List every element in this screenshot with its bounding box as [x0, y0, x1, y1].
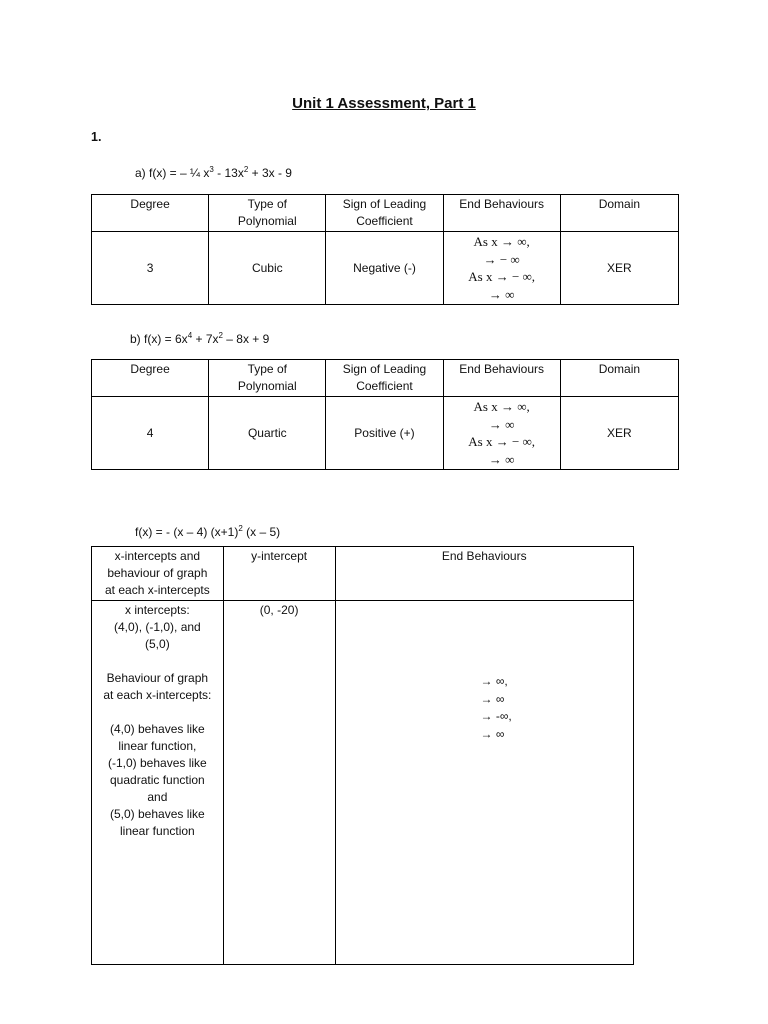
cell-sign: Positive (+) [326, 397, 443, 470]
header-end-behaviours: End Behaviours [443, 195, 560, 232]
cell-end-behaviours: As x → ∞, → − ∞ As x → − ∞, → ∞ [443, 232, 560, 305]
cell-sign: Negative (-) [326, 232, 443, 305]
table-part-c [91, 546, 634, 965]
header-sign: Sign of Leading Coefficient [326, 360, 443, 397]
page-title: Unit 1 Assessment, Part 1 [292, 95, 476, 112]
header-type: Type of Polynomial [209, 360, 326, 397]
cell-type: Cubic [209, 232, 326, 305]
header-degree: Degree [92, 195, 209, 232]
cell-degree: 3 [92, 232, 209, 305]
header-domain: Domain [560, 195, 678, 232]
header-y-intercept: y-intercept [223, 547, 335, 601]
table-part-a [91, 194, 679, 305]
table-header-row [92, 195, 679, 232]
header-domain: Domain [560, 360, 678, 397]
header-end-behaviours: End Behaviours [335, 547, 634, 601]
cell-degree: 4 [92, 397, 209, 470]
cell-end-behaviours: As x → ∞, → ∞ As x → − ∞, → ∞ [443, 397, 560, 470]
question-number: 1. [91, 130, 102, 144]
function-b: b) $f(x) = 6x^4 + 7x^2 - 8x + 9$ [130, 331, 270, 346]
function-a: a) f(x) = – ¼ $x^3 - 13x^2 + 3x - 9$ [135, 165, 292, 180]
header-x-intercepts: x-intercepts and behaviour of graph at each x-intercepts [92, 547, 224, 601]
table-row [92, 601, 634, 965]
cell-y-intercept: (0, -20) [223, 601, 335, 965]
header-sign: Sign of Leading Coefficient [326, 195, 443, 232]
table-part-b [91, 359, 679, 470]
cell-x-intercepts: x intercepts: (4,0), (-1,0), and (5,0) Behaviour of graph at each x-intercepts: (4,0) behaves like linear function, (-1,0) behaves like quadratic function and (5,0) behaves like linear function [92, 601, 224, 965]
header-type: Type of Polynomial [209, 195, 326, 232]
table-header-row [92, 547, 634, 601]
cell-domain: XER [560, 232, 678, 305]
table-row [92, 232, 679, 305]
cell-domain: XER [560, 397, 678, 470]
function-c: f(x) = - (x – 4) $(x+1)^2$ (x – 5) [135, 524, 281, 539]
cell-type: Quartic [209, 397, 326, 470]
table-row [92, 397, 679, 470]
cell-end-behaviours: → ∞, → ∞ → -∞, → ∞ [335, 601, 634, 965]
header-degree: Degree [92, 360, 209, 397]
table-header-row [92, 360, 679, 397]
header-end-behaviours: End Behaviours [443, 360, 560, 397]
